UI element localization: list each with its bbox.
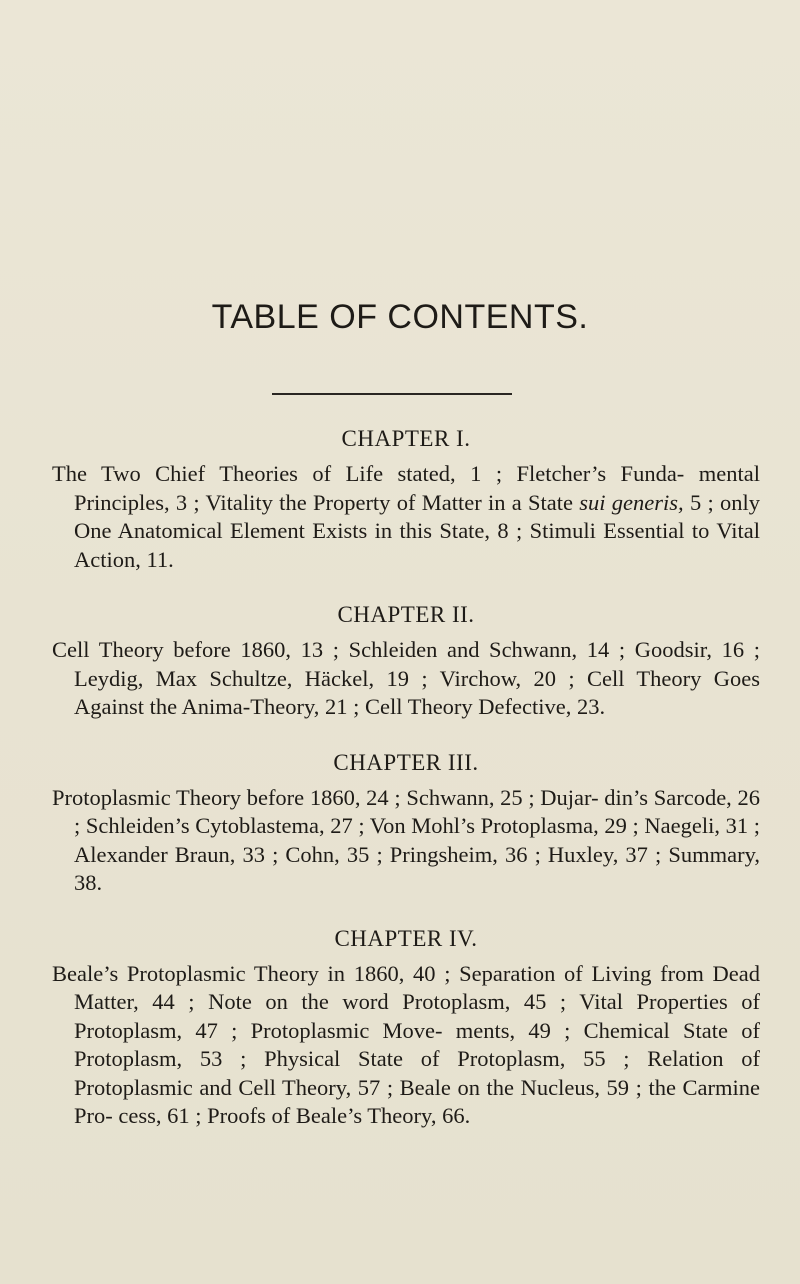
chapter-summary-part: 5 ; only One Anatomical Element Exists in this State, 8 ; Stimuli Essential to Vital Action, 11.: [74, 489, 760, 572]
page-title: TABLE OF CONTENTS.: [211, 298, 589, 336]
chapter-2: [52, 600, 760, 722]
chapter-heading: CHAPTER I.: [341, 426, 471, 451]
divider-rule: [272, 393, 512, 395]
chapter-summary: Protoplasmic Theory before 1860, 24 ; Schwann, 25 ; Dujar- din’s Sarcode, 26 ; Schleiden’s Cytoblastema, 27 ; Von Mohl’s Protoplasma, 29 ; Naegeli, 31 ; Alexander Braun, 33 ; Cohn, 35 ; Pringsheim, 36 ; Huxley, 37 ; Summary, 38.: [52, 784, 760, 895]
chapter-4: [52, 924, 760, 1131]
table-of-contents: [52, 424, 760, 1157]
chapter-heading: CHAPTER IV.: [334, 925, 478, 951]
chapter-summary: Beale’s Protoplasmic Theory in 1860, 40 ; Separation of Living from Dead Matter, 44 ; Note on the word Protoplasm, 45 ; Vital Properties of Protoplasm, 47 ; Protoplasmic Move- ments, 49 ; Chemical State of Protoplasm, 53 ; Physical State of Protoplasm, 55 ; Relation of Protoplasmic and Cell Theory, 57 ; Beale on the Nucleus, 59 ; the Carmine Pro- cess, 61 ; Proofs of Beale’s Theory, 66.: [52, 960, 760, 1128]
chapter-summary: Cell Theory before 1860, 13 ; Schleiden and Schwann, 14 ; Goodsir, 16 ; Leydig, Max Schultze, Häckel, 19 ; Virchow, 20 ; Cell Theory Goes Against the Anima-Theory, 21 ; Cell Theory Defective, 23.: [52, 637, 760, 719]
chapter-summary-part: The Two Chief Theories of Life stated, 1 ; Fletcher’s Funda- mental Principles, 3 ; Vitality the Property of Matter in a State: [52, 461, 760, 515]
chapter-summary-italic: sui generis,: [579, 489, 684, 515]
chapter-heading: CHAPTER II.: [337, 602, 475, 627]
chapter-3: [52, 748, 760, 898]
chapter-summary: [52, 460, 760, 574]
chapter-heading: CHAPTER III.: [333, 749, 479, 775]
chapter-1: [52, 424, 760, 574]
